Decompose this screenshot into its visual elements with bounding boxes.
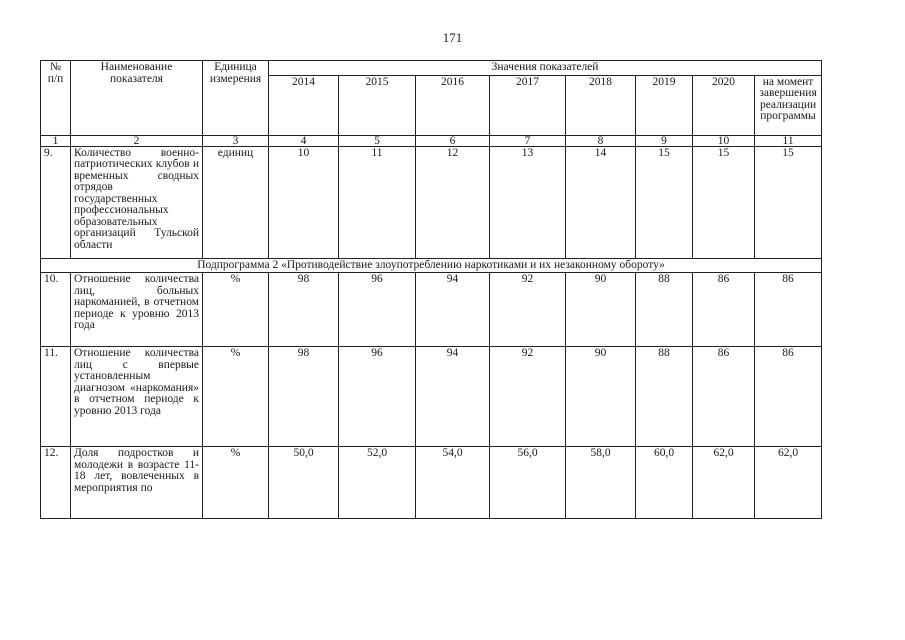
value-cell: 96: [339, 347, 416, 447]
column-index: 1: [41, 135, 71, 146]
column-index: 10: [693, 135, 755, 146]
indicator-unit: %: [203, 447, 269, 519]
column-index: 2: [71, 135, 203, 146]
value-cell: 88: [636, 273, 693, 347]
column-index: 6: [416, 135, 490, 146]
value-cell: 86: [693, 347, 755, 447]
value-cell: 92: [490, 273, 566, 347]
value-cell: 52,0: [339, 447, 416, 519]
year-header: 2018: [566, 75, 636, 135]
indicator-name: Доля подростков и молодежи в возрасте 11-18 лет, вовлеченных в мероприятия по: [71, 447, 203, 519]
table-row: [41, 146, 822, 258]
indicator-unit: единиц: [203, 146, 269, 258]
subprogram-row: [41, 258, 822, 273]
indicator-unit: %: [203, 347, 269, 447]
indicator-unit: %: [203, 273, 269, 347]
value-cell: 86: [755, 347, 822, 447]
row-number: 10.: [41, 273, 71, 347]
num-header: № п/п: [41, 61, 71, 136]
value-cell: 92: [490, 347, 566, 447]
column-index: 11: [755, 135, 822, 146]
year-header: 2017: [490, 75, 566, 135]
subprogram-title: Подпрограмма 2 «Противодействие злоупотреблению наркотиками и их незаконному обороту»: [41, 258, 822, 273]
column-index: 9: [636, 135, 693, 146]
column-index-row: [41, 135, 822, 146]
value-cell: 15: [636, 146, 693, 258]
value-cell: 86: [755, 273, 822, 347]
year-header: 2016: [416, 75, 490, 135]
value-cell: 62,0: [693, 447, 755, 519]
column-index: 7: [490, 135, 566, 146]
value-cell: 15: [693, 146, 755, 258]
value-cell: 14: [566, 146, 636, 258]
indicator-name: Отношение количества лиц, больных наркоманией, в отчетном периоде к уровню 2013 года: [71, 273, 203, 347]
value-cell: 54,0: [416, 447, 490, 519]
year-header: 2015: [339, 75, 416, 135]
value-cell: 94: [416, 273, 490, 347]
value-cell: 50,0: [269, 447, 339, 519]
value-cell: 11: [339, 146, 416, 258]
table-row: [41, 347, 822, 447]
value-cell: 98: [269, 347, 339, 447]
value-cell: 13: [490, 146, 566, 258]
year-header: 2019: [636, 75, 693, 135]
value-cell: 98: [269, 273, 339, 347]
value-cell: 86: [693, 273, 755, 347]
value-cell: 94: [416, 347, 490, 447]
page-number: 171: [442, 30, 463, 45]
indicator-name: Отношение количества лиц с впервые установленным диагнозом «наркомания» в отчетном периоде к уровню 2013 года: [71, 347, 203, 447]
value-cell: 56,0: [490, 447, 566, 519]
indicator-name: Количество военно-патриотических клубов и временных сводных отрядов государственных профессиональных образовательных организаций Тульской области: [71, 146, 203, 258]
value-cell: 88: [636, 347, 693, 447]
value-cell: 12: [416, 146, 490, 258]
values-header: Значения показателей: [269, 61, 822, 76]
year-header: 2014: [269, 75, 339, 135]
table-row: [41, 273, 822, 347]
value-cell: 58,0: [566, 447, 636, 519]
value-cell: 90: [566, 347, 636, 447]
row-number: 11.: [41, 347, 71, 447]
row-number: 9.: [41, 146, 71, 258]
year-header: 2020: [693, 75, 755, 135]
column-index: 8: [566, 135, 636, 146]
value-cell: 90: [566, 273, 636, 347]
name-header: Наименование показателя: [71, 61, 203, 136]
final-value-header: на момент завершения реализации программы: [755, 75, 822, 135]
indicators-table: [40, 60, 822, 519]
value-cell: 10: [269, 146, 339, 258]
value-cell: 60,0: [636, 447, 693, 519]
table-row: [41, 447, 822, 519]
column-index: 4: [269, 135, 339, 146]
row-number: 12.: [41, 447, 71, 519]
value-cell: 15: [755, 146, 822, 258]
header-row-top: [41, 61, 822, 76]
column-index: 5: [339, 135, 416, 146]
column-index: 3: [203, 135, 269, 146]
value-cell: 62,0: [755, 447, 822, 519]
value-cell: 96: [339, 273, 416, 347]
unit-header: Единица измерения: [203, 61, 269, 136]
